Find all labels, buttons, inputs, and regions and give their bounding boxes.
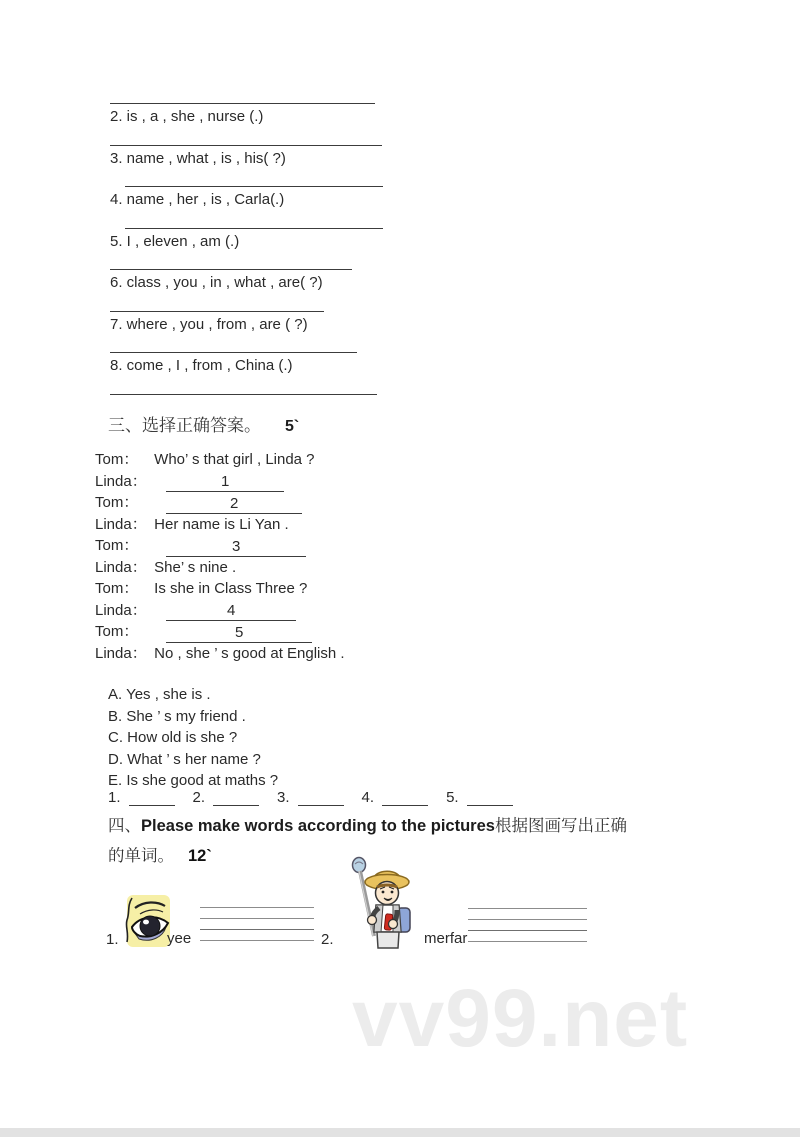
answer-number: 3. — [277, 789, 290, 806]
section-words-heading-line1 — [108, 812, 627, 836]
section-choose-heading — [108, 411, 299, 436]
answer-blank-line — [110, 311, 324, 312]
dialogue-row — [95, 557, 345, 579]
dialogue-blank: 5 — [166, 624, 312, 643]
speaker-label: Linda： — [95, 515, 147, 533]
writing-line — [468, 941, 587, 952]
eye-illustration — [122, 894, 170, 948]
dialogue-row — [95, 535, 345, 557]
answer-number: 4. — [361, 789, 375, 806]
dialogue-blank: 1 — [166, 473, 284, 492]
dialogue-blank: 3 — [166, 538, 306, 557]
answer-blank-line — [110, 394, 377, 395]
option-item: D. What ’ s her name ? — [108, 750, 261, 768]
answer-blank-line — [110, 269, 352, 270]
dialogue-row — [95, 600, 345, 622]
section-words-heading-line2 — [108, 842, 212, 866]
answer-underscore-line — [213, 790, 259, 806]
dialogue-row — [95, 449, 345, 471]
answer-blank-line — [110, 145, 382, 146]
section-choose-title: 三、选择正确答案。 — [108, 416, 261, 435]
section-words-title-en: Please make words according to the pictures — [141, 817, 495, 835]
section-words-title-zh: 根据图画写出正确 — [494, 817, 627, 835]
answer-blank-line — [110, 352, 357, 353]
section-words-title-zh-cont: 的单词。 — [108, 847, 174, 865]
dialogue-row — [95, 643, 345, 665]
section-rearrange — [110, 103, 383, 399]
dialogue-row — [95, 514, 345, 536]
speaker-label: Tom： — [95, 537, 139, 554]
picture-item-number: 1. — [106, 931, 119, 948]
rearrange-item: 2. is , a , she , nurse (.) — [110, 108, 264, 125]
answer-blank-line — [125, 228, 383, 229]
options-block — [108, 684, 278, 792]
speaker-label: Tom： — [95, 623, 139, 640]
speaker-label: Linda： — [95, 644, 147, 662]
scrambled-word: merfar — [424, 930, 468, 947]
writing-line — [200, 918, 314, 929]
dialogue-block — [95, 449, 345, 664]
option-item: C. How old is she ? — [108, 729, 238, 746]
section-words-number: 四、 — [108, 817, 141, 835]
picture-item-number: 2. — [321, 931, 334, 948]
answer-slot — [277, 789, 344, 806]
answer-blank-line — [110, 103, 375, 104]
answer-slot — [108, 789, 175, 806]
writing-line — [468, 919, 587, 930]
answer-underscore-line — [382, 790, 428, 806]
speaker-label: Tom： — [95, 494, 139, 511]
farmer-illustration — [343, 856, 417, 952]
dialogue-row — [95, 621, 345, 643]
rearrange-item: 6. class , you , in , what , are( ?) — [110, 274, 323, 291]
dialogue-blank: 2 — [166, 495, 302, 514]
dialogue-text: Who’ s that girl , Linda ? — [154, 451, 315, 468]
answer-number: 2. — [192, 789, 206, 806]
writing-line — [468, 930, 587, 941]
rearrange-item: 4. name , her , is , Carla(.) — [110, 191, 285, 208]
speaker-label: Tom： — [95, 580, 139, 597]
section-words-points: 12` — [188, 847, 212, 865]
answer-slot — [446, 789, 513, 806]
dialogue-blank: 4 — [166, 602, 296, 621]
answer-underscore-line — [467, 790, 513, 806]
writing-line — [200, 907, 314, 918]
rearrange-item: 5. I , eleven , am (.) — [110, 232, 240, 250]
answer-slot — [193, 789, 260, 806]
dialogue-text: She’ s nine . — [154, 558, 237, 576]
rearrange-item: 3. name , what , is , his( ?) — [110, 149, 286, 167]
watermark: vv99.net — [352, 973, 689, 1064]
answer-number: 1. — [108, 789, 121, 806]
dialogue-row — [95, 471, 345, 493]
answers-row — [108, 789, 531, 806]
dialogue-text: No , she ’ s good at English . — [154, 644, 345, 662]
dialogue-row — [95, 492, 345, 514]
option-item: A. Yes , she is . — [108, 686, 211, 703]
rearrange-item: 7. where , you , from , are ( ?) — [110, 315, 308, 333]
answer-underscore-line — [129, 790, 175, 806]
speaker-label: Linda： — [95, 601, 147, 619]
scrambled-word: yee — [167, 930, 192, 947]
rearrange-item: 8. come , I , from , China (.) — [110, 357, 293, 374]
option-item: E. Is she good at maths ? — [108, 772, 279, 789]
answer-underscore-line — [298, 790, 344, 806]
writing-lines — [200, 907, 314, 951]
page-bottom-edge — [0, 1128, 800, 1137]
writing-line — [200, 940, 314, 951]
writing-line — [468, 908, 587, 919]
section-choose-points: 5` — [285, 418, 300, 435]
dialogue-text: Is she in Class Three ? — [154, 580, 308, 597]
speaker-label: Linda： — [95, 558, 147, 576]
dialogue-row — [95, 578, 345, 600]
writing-lines — [468, 908, 587, 952]
dialogue-text: Her name is Li Yan . — [154, 515, 289, 533]
answer-number: 5. — [446, 789, 459, 806]
speaker-label: Tom： — [95, 451, 139, 468]
answer-blank-line — [125, 186, 383, 187]
answer-slot — [362, 789, 429, 806]
speaker-label: Linda： — [95, 472, 147, 490]
option-item: B. She ’ s my friend . — [108, 707, 246, 725]
writing-line — [200, 929, 314, 940]
